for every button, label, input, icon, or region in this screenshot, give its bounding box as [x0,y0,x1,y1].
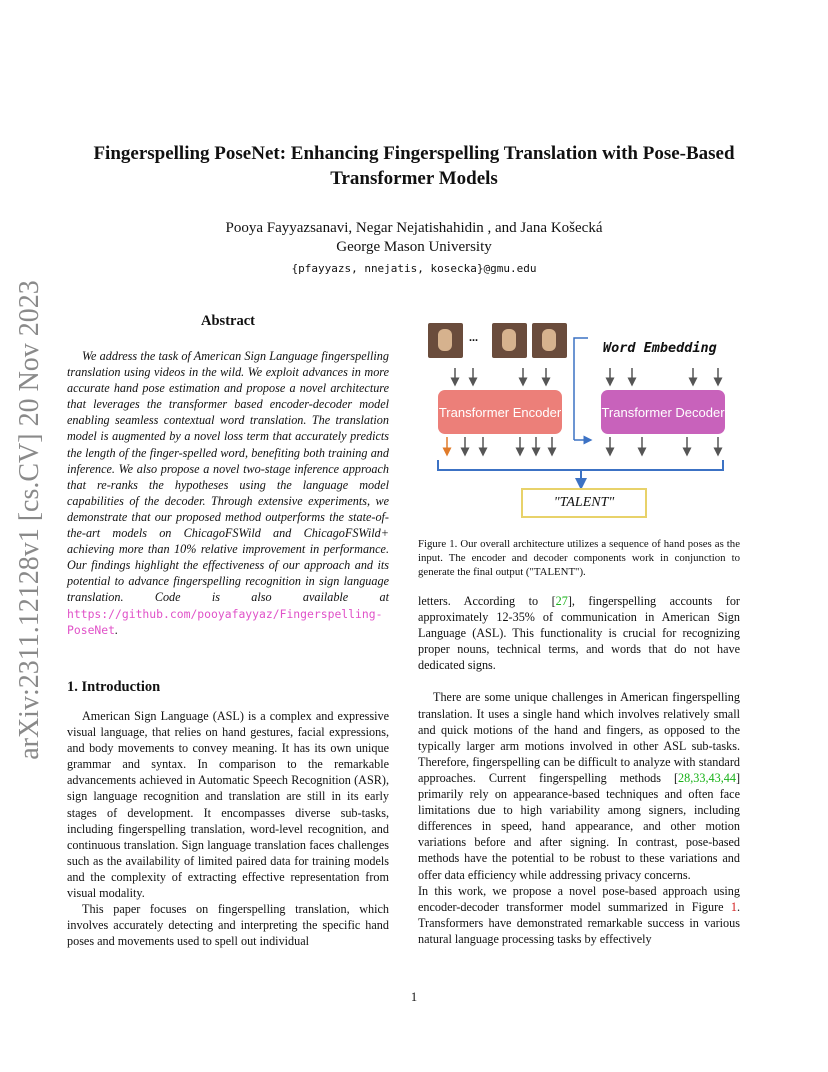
intro-body [67,708,389,949]
citations-group[interactable]: 28,33,43,44 [678,770,736,785]
right-paragraph-2: There are some unique challenges in American fingerspelling translation. It uses a single hand which involves relatively small and quick motions of the hand and fingers, as opposed to the typically larger arm motions involved in other ASL sub-tasks. Therefore, fingerspelling can be difficult to analyze with standard approaches. Current fingerspelling methods [28,33,43,44] primarily rely on appearance-based techniques and often face limitations due to high variability among signers, including differences in speed, hand appearance, and other motion variations before and after signing. In contrast, pose-based methods have the potential to be robust to these variations and offer data efficiency while addressing privacy concerns. [418,690,740,882]
title-line-2: Transformer Models [330,168,498,189]
figure-1-reference[interactable]: 1 [730,899,737,914]
abstract-body: We address the task of American Sign Language fingerspelling translation using videos in the wild. We exploit advances in more accurate hand pose estimation and propose a novel architecture that leverages the transformer based encoder-decoder model enabling seamless contextual word translation. The translation model is augmented by a novel loss term that accurately predicts the length of the finger-spelled word, benefiting both training and inference. We also propose a novel two-stage inference approach that re-ranks the hypotheses using the language model capabilities of the decoder. Through extensive experiments, we demonstrate that our proposed method outperforms the state-of-the-art models on ChicagoFSWild and ChicagoFSWild+ achieving more than 10% relative improvement in performance. Our findings highlight the effectiveness of our approach and its potential to advance fingerspelling recognition in sign language translation. Code is also available at https://github.com/pooyafayyaz/Fingerspelling-PoseNet. [67,349,389,637]
abstract-heading: Abstract [201,313,255,329]
authors: Pooya Fayyazsanavi, Negar Nejatishahidin , and Jana Košecká [225,220,603,236]
right-paragraph-3: In this work, we propose a novel pose-based approach using encoder-decoder transformer model summarized in Figure 1. Transformers have demonstrated remarkable success in various natural language processing tasks by effectively [418,883,740,946]
author-block [0,219,828,257]
transformer-encoder-box: Transformer Encoder [438,390,562,434]
figure-caption: Figure 1. Our overall architecture utilizes a sequence of hand poses as the input. The encoder and decoder components work in conjunction to generate the final output ("TALENT"). [418,538,740,578]
transformer-decoder-box: Transformer Decoder [601,390,725,434]
emails: {pfayyazs, nnejatis, kosecka}@gmu.edu [291,262,537,275]
intro-heading: 1. Introduction [67,679,161,695]
citation-27[interactable]: 27 [555,594,568,608]
output-word-box: "TALENT" [521,488,647,518]
abstract-text: We address the task of American Sign Language fingerspelling translation using videos in the wild. We exploit advances in more accurate hand pose estimation and propose a novel architecture that leverages the transformer based encoder-decoder model enabling seamless contextual word translation. The translation model is augmented by a novel loss term that accurately predicts the length of the finger-spelled word, benefiting both training and inference. We also propose a novel two-stage inference approach that re-ranks the hypotheses using the language model capabilities of the decoder. Through extensive experiments, we demonstrate that our proposed method outperforms the state-of-the-art models on ChicagoFSWild and ChicagoFSWild+ achieving more than 10% relative improvement in performance. Our findings highlight the effectiveness of our approach and its potential to advance fingerspelling recognition in sign language translation. Code is also available at [67,349,389,605]
affiliation: George Mason University [336,239,492,255]
intro-paragraph-2: This paper focuses on fingerspelling translation, which involves accurately detecting and interpreting the specific hand poses and movements used to spell out individual [67,902,389,949]
arxiv-identifier: arXiv:2311.12128v1 [cs.CV] 20 Nov 2023 [14,280,45,760]
paper-title [0,141,828,191]
right-column-body [418,593,740,947]
frame-ellipsis: ... [469,330,478,344]
intro-paragraph-1: American Sign Language (ASL) is a complex and expressive visual language, that relies on hand gestures, facial expressions, and body movements to convey meaning. It has its own unique grammar and syntax. In comparison to the remarkable advancements achieved in Automatic Speech Recognition (ASR), sign language recognition and translation are still in its early stages of development. It encompasses diverse sub-tasks, including fingerspelling translation, word-level recognition, and continuous translation. Sign language translation faces challenges such as the availability of limited paired data for training models and the complexity of extracting effective representation from visual modality. [67,709,389,901]
figure-architecture [418,318,740,523]
title-line-1: Fingerspelling PoseNet: Enhancing Fingerspelling Translation with Pose-Based [93,143,735,164]
page-number: 1 [410,990,418,1004]
word-embedding-label: Word Embedding [603,340,717,356]
code-link[interactable]: https://github.com/pooyafayyaz/Fingerspelling-PoseNet [67,606,383,637]
right-paragraph-1: letters. According to [27], fingerspelling accounts for approximately 12-35% of communication in American Sign Language (ASL). This functionality is crucial for recognizing proper nouns, technical terms, and words that do not have dedicated signs. [418,594,740,673]
